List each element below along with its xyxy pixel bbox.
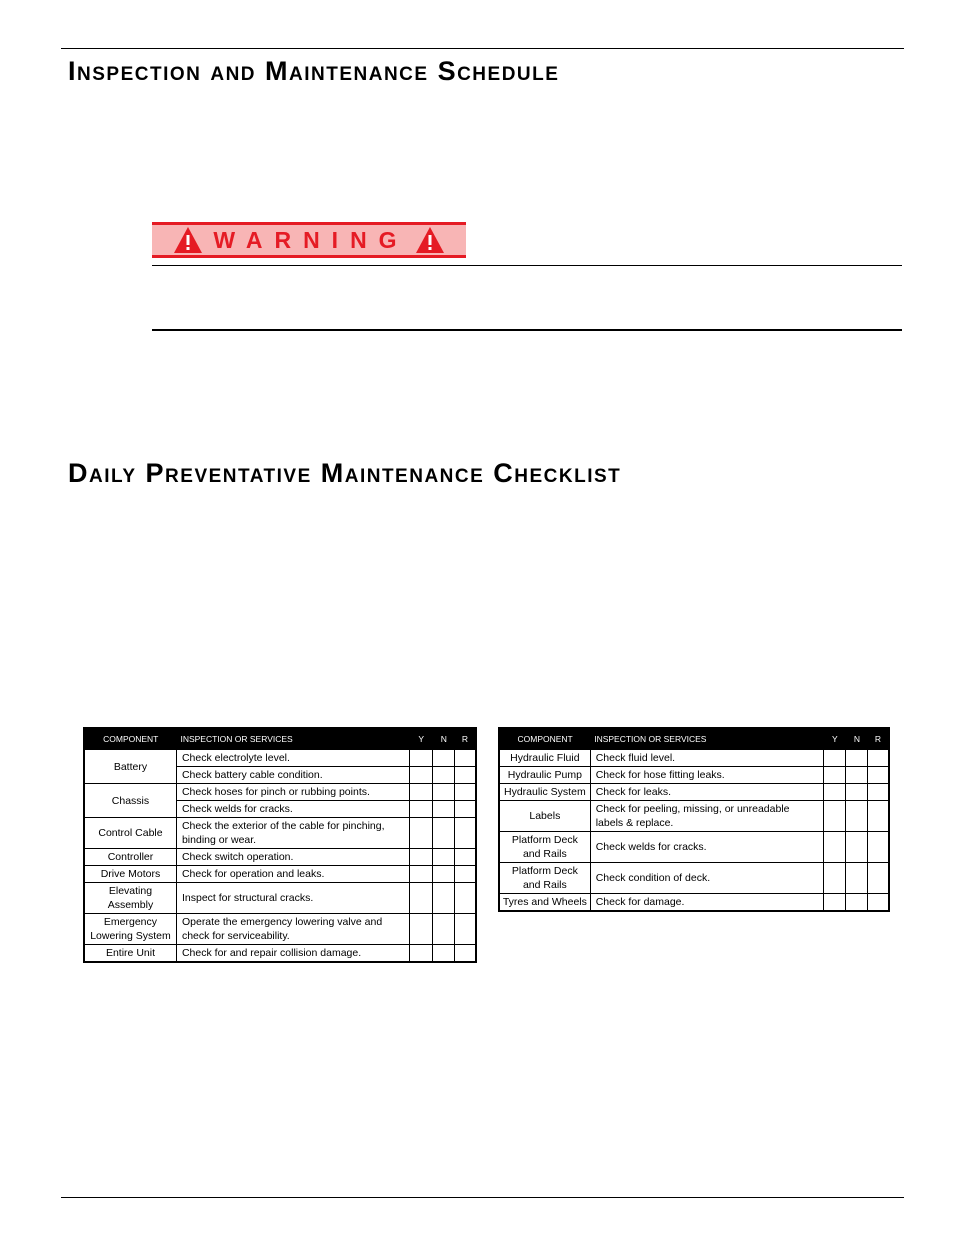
inspection-cell: Check battery cable condition. bbox=[176, 767, 409, 784]
inspection-cell: Check switch operation. bbox=[176, 849, 409, 866]
inspection-cell: Operate the emergency lowering valve and check for serviceability. bbox=[176, 914, 409, 945]
header-n: N bbox=[433, 728, 455, 750]
checkbox-r[interactable] bbox=[868, 784, 889, 801]
table-row bbox=[84, 750, 476, 767]
checkbox-r[interactable] bbox=[455, 849, 476, 866]
checkbox-n[interactable] bbox=[433, 945, 455, 963]
checkbox-n[interactable] bbox=[433, 784, 455, 801]
header-y: Y bbox=[410, 728, 433, 750]
checkbox-n[interactable] bbox=[433, 883, 455, 914]
checkbox-r[interactable] bbox=[868, 767, 889, 784]
checkbox-y[interactable] bbox=[410, 914, 433, 945]
inspection-cell: Check for hose fitting leaks. bbox=[590, 767, 824, 784]
checkbox-n[interactable] bbox=[846, 832, 868, 863]
checkbox-n[interactable] bbox=[433, 914, 455, 945]
checkbox-r[interactable] bbox=[455, 914, 476, 945]
checkbox-y[interactable] bbox=[410, 849, 433, 866]
inspection-cell: Check welds for cracks. bbox=[176, 801, 409, 818]
checkbox-r[interactable] bbox=[455, 750, 476, 767]
header-n: N bbox=[846, 728, 868, 750]
checkbox-y[interactable] bbox=[824, 767, 846, 784]
checkbox-r[interactable] bbox=[455, 801, 476, 818]
header-inspection: INSPECTION OR SERVICES bbox=[176, 728, 409, 750]
checkbox-n[interactable] bbox=[846, 767, 868, 784]
component-cell: Emergency Lowering System bbox=[84, 914, 176, 945]
inspection-cell: Check the exterior of the cable for pinching, binding or wear. bbox=[176, 818, 409, 849]
component-cell: Entire Unit bbox=[84, 945, 176, 963]
checkbox-y[interactable] bbox=[410, 767, 433, 784]
inspection-cell: Check hoses for pinch or rubbing points. bbox=[176, 784, 409, 801]
header-component: COMPONENT bbox=[499, 728, 590, 750]
header-r: R bbox=[868, 728, 889, 750]
checkbox-r[interactable] bbox=[868, 801, 889, 832]
table-header-row bbox=[84, 728, 476, 750]
warning-rule-top bbox=[152, 265, 902, 266]
checkbox-y[interactable] bbox=[410, 784, 433, 801]
warning-band bbox=[152, 222, 466, 258]
checkbox-n[interactable] bbox=[846, 863, 868, 894]
warning-triangle-icon bbox=[173, 226, 203, 254]
checkbox-r[interactable] bbox=[868, 894, 889, 912]
inspection-cell: Check for leaks. bbox=[590, 784, 824, 801]
table-row bbox=[499, 832, 889, 863]
inspection-cell: Check electrolyte level. bbox=[176, 750, 409, 767]
table-header-row bbox=[499, 728, 889, 750]
checkbox-n[interactable] bbox=[846, 750, 868, 767]
inspection-cell: Inspect for structural cracks. bbox=[176, 883, 409, 914]
checkbox-n[interactable] bbox=[433, 866, 455, 883]
checkbox-r[interactable] bbox=[455, 784, 476, 801]
table-row bbox=[499, 767, 889, 784]
checklist-table-left bbox=[83, 727, 477, 963]
schedule-heading: Inspection and Maintenance Schedule bbox=[68, 56, 560, 86]
bottom-rule bbox=[61, 1197, 904, 1198]
component-cell: Hydraulic Pump bbox=[499, 767, 590, 784]
checkbox-n[interactable] bbox=[846, 784, 868, 801]
component-cell: Labels bbox=[499, 801, 590, 832]
header-r: R bbox=[455, 728, 476, 750]
header-y: Y bbox=[824, 728, 846, 750]
warning-banner bbox=[152, 218, 466, 262]
checkbox-y[interactable] bbox=[824, 894, 846, 912]
checkbox-y[interactable] bbox=[824, 784, 846, 801]
checkbox-y[interactable] bbox=[410, 866, 433, 883]
table-row bbox=[84, 849, 476, 866]
checkbox-r[interactable] bbox=[455, 866, 476, 883]
table-row bbox=[499, 750, 889, 767]
header-inspection: INSPECTION OR SERVICES bbox=[590, 728, 824, 750]
inspection-cell: Check for peeling, missing, or unreadable labels & replace. bbox=[590, 801, 824, 832]
checkbox-r[interactable] bbox=[455, 945, 476, 963]
inspection-cell: Check for damage. bbox=[590, 894, 824, 912]
component-cell: Platform Deck and Rails bbox=[499, 863, 590, 894]
header-component: COMPONENT bbox=[84, 728, 176, 750]
table-row bbox=[84, 945, 476, 963]
checkbox-y[interactable] bbox=[824, 750, 846, 767]
checkbox-r[interactable] bbox=[455, 818, 476, 849]
component-cell: Controller bbox=[84, 849, 176, 866]
checkbox-r[interactable] bbox=[868, 832, 889, 863]
checkbox-y[interactable] bbox=[824, 832, 846, 863]
component-cell: Drive Motors bbox=[84, 866, 176, 883]
inspection-cell: Check fluid level. bbox=[590, 750, 824, 767]
table-row bbox=[499, 784, 889, 801]
checkbox-y[interactable] bbox=[410, 883, 433, 914]
component-cell: Platform Deck and Rails bbox=[499, 832, 590, 863]
checkbox-n[interactable] bbox=[433, 767, 455, 784]
component-cell: Battery bbox=[84, 750, 176, 784]
checkbox-r[interactable] bbox=[455, 767, 476, 784]
checkbox-y[interactable] bbox=[824, 801, 846, 832]
checkbox-y[interactable] bbox=[410, 818, 433, 849]
checklist-table-right bbox=[498, 727, 890, 912]
component-cell: Chassis bbox=[84, 784, 176, 818]
checkbox-r[interactable] bbox=[455, 883, 476, 914]
table-row bbox=[84, 818, 476, 849]
warning-label: WARNING bbox=[213, 226, 409, 253]
inspection-cell: Check for and repair collision damage. bbox=[176, 945, 409, 963]
inspection-cell: Check for operation and leaks. bbox=[176, 866, 409, 883]
inspection-cell: Check welds for cracks. bbox=[590, 832, 824, 863]
checkbox-y[interactable] bbox=[410, 750, 433, 767]
inspection-cell: Check condition of deck. bbox=[590, 863, 824, 894]
table-row bbox=[499, 801, 889, 832]
component-cell: Hydraulic System bbox=[499, 784, 590, 801]
table-row bbox=[84, 914, 476, 945]
checkbox-n[interactable] bbox=[433, 849, 455, 866]
warning-rule-bottom bbox=[152, 329, 902, 331]
component-cell: Elevating Assembly bbox=[84, 883, 176, 914]
top-rule bbox=[61, 48, 904, 49]
checkbox-y[interactable] bbox=[410, 801, 433, 818]
checkbox-y[interactable] bbox=[410, 945, 433, 963]
warning-triangle-icon bbox=[415, 226, 445, 254]
table-row bbox=[499, 894, 889, 912]
component-cell: Control Cable bbox=[84, 818, 176, 849]
checkbox-n[interactable] bbox=[433, 818, 455, 849]
table-row bbox=[84, 883, 476, 914]
checkbox-n[interactable] bbox=[846, 894, 868, 912]
checkbox-y[interactable] bbox=[824, 863, 846, 894]
checkbox-n[interactable] bbox=[433, 750, 455, 767]
table-row bbox=[84, 784, 476, 801]
component-cell: Hydraulic Fluid bbox=[499, 750, 590, 767]
checkbox-r[interactable] bbox=[868, 750, 889, 767]
checklist-heading: Daily Preventative Maintenance Checklist bbox=[68, 458, 622, 488]
checkbox-n[interactable] bbox=[433, 801, 455, 818]
table-row bbox=[84, 866, 476, 883]
checkbox-n[interactable] bbox=[846, 801, 868, 832]
checkbox-r[interactable] bbox=[868, 863, 889, 894]
component-cell: Tyres and Wheels bbox=[499, 894, 590, 912]
table-row bbox=[499, 863, 889, 894]
